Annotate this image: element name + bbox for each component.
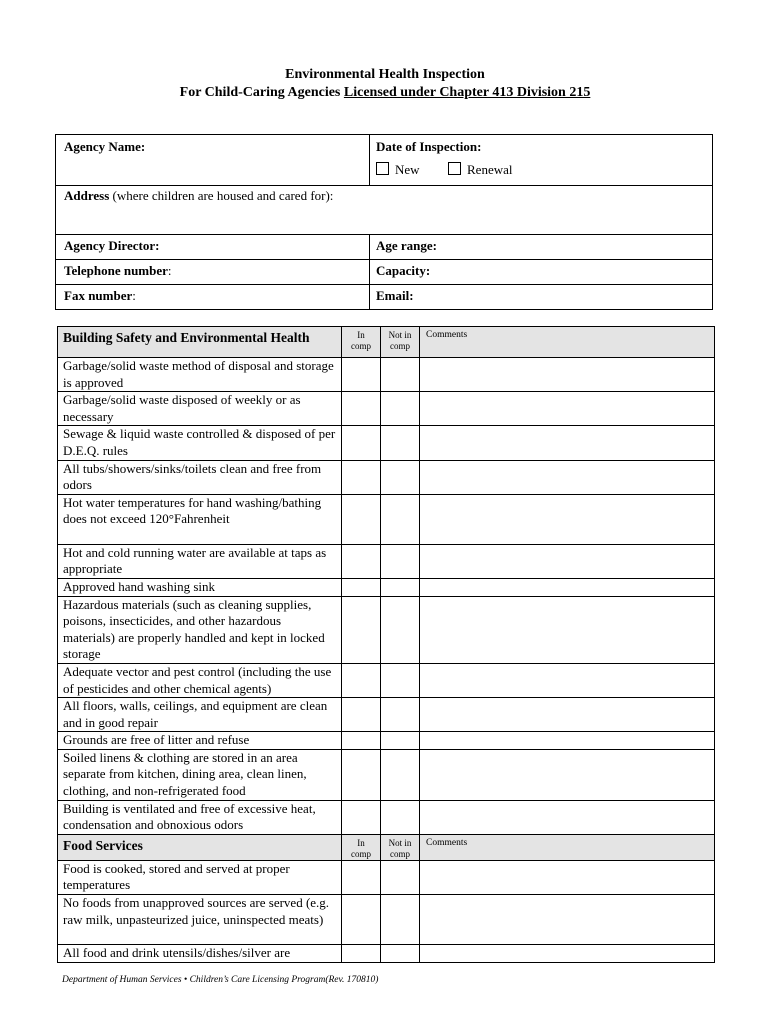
checklist-row: [58, 945, 715, 963]
not-in-comp-cell[interactable]: [381, 749, 420, 800]
in-comp-cell[interactable]: [342, 494, 381, 544]
not-in-comp-cell[interactable]: [381, 596, 420, 663]
age-range-label: Age range:: [376, 238, 438, 253]
in-comp-cell[interactable]: [342, 698, 381, 732]
comments-cell[interactable]: [420, 392, 715, 426]
form-subtitle: [0, 84, 770, 101]
checklist-item: Garbage/solid waste method of disposal and storage is approved: [58, 358, 342, 392]
comments-cell[interactable]: [420, 494, 715, 544]
in-comp-cell[interactable]: [342, 544, 381, 578]
checklist-row: [58, 732, 715, 750]
checklist-row: [58, 895, 715, 945]
not-in-comp-cell[interactable]: [381, 426, 420, 460]
checklist-row: [58, 800, 715, 834]
checklist-item: Approved hand washing sink: [58, 578, 342, 596]
in-comp-cell[interactable]: [342, 358, 381, 392]
in-comp-cell[interactable]: [342, 426, 381, 460]
checklist-row: [58, 426, 715, 460]
checklist-row: [58, 544, 715, 578]
checklist-item: All tubs/showers/sinks/toilets clean and free from odors: [58, 460, 342, 494]
not-in-comp-cell[interactable]: [381, 392, 420, 426]
comments-cell[interactable]: [420, 596, 715, 663]
checklist-row: [58, 460, 715, 494]
not-in-comp-cell[interactable]: [381, 578, 420, 596]
new-checkbox[interactable]: [376, 162, 389, 175]
not-in-comp-cell[interactable]: [381, 860, 420, 894]
renewal-label: Renewal: [467, 162, 513, 177]
checklist-item: No foods from unapproved sources are served (e.g. raw milk, unpasteurized juice, uninspected meats): [58, 895, 342, 945]
subtitle-prefix: For Child-Caring Agencies: [179, 85, 344, 100]
not-in-comp-header: Not in comp: [381, 327, 420, 358]
comments-cell[interactable]: [420, 544, 715, 578]
not-in-comp-cell[interactable]: [381, 494, 420, 544]
comments-cell[interactable]: [420, 698, 715, 732]
checklist-item: Adequate vector and pest control (including the use of pesticides and other chemical agents): [58, 663, 342, 697]
checklist-row: [58, 358, 715, 392]
checklist-row: [58, 860, 715, 894]
agency-director-label: Agency Director:: [64, 238, 160, 253]
address-label: [64, 188, 333, 204]
in-comp-cell[interactable]: [342, 895, 381, 945]
checklist-row: [58, 663, 715, 697]
telephone-label-rest: :: [167, 263, 172, 278]
checklist-item: Sewage & liquid waste controlled & disposed of per D.E.Q. rules: [58, 426, 342, 460]
checklist-item: Food is cooked, stored and served at proper temperatures: [58, 860, 342, 894]
checklist-item: Hazardous materials (such as cleaning supplies, poisons, insecticides, and other hazardous materials) are properly handled and kept in locked storage: [58, 596, 342, 663]
checklist-item: Hot and cold running water are available at taps as appropriate: [58, 544, 342, 578]
checklist-row: [58, 578, 715, 596]
not-in-comp-cell[interactable]: [381, 800, 420, 834]
section-header-building-safety: [58, 327, 715, 358]
renewal-option[interactable]: [448, 162, 512, 178]
not-in-comp-cell[interactable]: [381, 460, 420, 494]
checklist-row: [58, 596, 715, 663]
not-in-comp-cell[interactable]: [381, 358, 420, 392]
comments-header: Comments: [420, 834, 715, 860]
telephone-label: [64, 263, 172, 279]
checklist-item: Grounds are free of litter and refuse: [58, 732, 342, 750]
in-comp-header: In comp: [342, 327, 381, 358]
new-label: New: [395, 162, 420, 177]
checklist-table: [57, 326, 715, 963]
comments-cell[interactable]: [420, 895, 715, 945]
section-title: Food Services: [58, 834, 342, 860]
checklist-row: [58, 494, 715, 544]
renewal-checkbox[interactable]: [448, 162, 461, 175]
comments-cell[interactable]: [420, 749, 715, 800]
in-comp-header: In comp: [342, 834, 381, 860]
checklist-item: Hot water temperatures for hand washing/bathing does not exceed 120°Fahrenheit: [58, 494, 342, 544]
in-comp-cell[interactable]: [342, 732, 381, 750]
comments-cell[interactable]: [420, 945, 715, 963]
in-comp-cell[interactable]: [342, 945, 381, 963]
not-in-comp-cell[interactable]: [381, 663, 420, 697]
in-comp-cell[interactable]: [342, 460, 381, 494]
fax-label: [64, 288, 136, 304]
in-comp-cell[interactable]: [342, 749, 381, 800]
email-label: Email:: [376, 288, 414, 303]
checklist-item: Soiled linens & clothing are stored in an area separate from kitchen, dining area, clean linen, clothing, and non-refrigerated food: [58, 749, 342, 800]
comments-cell[interactable]: [420, 860, 715, 894]
checklist-item: Building is ventilated and free of excessive heat, condensation and obnoxious odors: [58, 800, 342, 834]
new-option[interactable]: [376, 162, 420, 178]
telephone-label-bold: Telephone number: [64, 263, 168, 278]
form-title: Environmental Health Inspection: [285, 67, 485, 82]
checklist-row: [58, 392, 715, 426]
checklist-item: Garbage/solid waste disposed of weekly or as necessary: [58, 392, 342, 426]
in-comp-cell[interactable]: [342, 800, 381, 834]
address-label-rest: (where children are housed and cared for):: [109, 188, 334, 203]
comments-cell[interactable]: [420, 800, 715, 834]
in-comp-cell[interactable]: [342, 596, 381, 663]
comments-cell[interactable]: [420, 358, 715, 392]
not-in-comp-cell[interactable]: [381, 732, 420, 750]
in-comp-cell[interactable]: [342, 860, 381, 894]
comments-cell[interactable]: [420, 578, 715, 596]
not-in-comp-header: Not in comp: [381, 834, 420, 860]
comments-cell[interactable]: [420, 426, 715, 460]
comments-cell[interactable]: [420, 732, 715, 750]
not-in-comp-cell[interactable]: [381, 945, 420, 963]
agency-name-label: Agency Name:: [64, 139, 146, 154]
capacity-label: Capacity:: [376, 263, 431, 278]
fax-label-bold: Fax number: [64, 288, 133, 303]
checklist-row: [58, 749, 715, 800]
subtitle-underlined: Licensed under Chapter 413 Division 215: [343, 85, 591, 100]
date-of-inspection-label: Date of Inspection:: [376, 139, 482, 154]
address-label-bold: Address: [64, 188, 110, 203]
not-in-comp-cell[interactable]: [381, 698, 420, 732]
fax-label-rest: :: [132, 288, 136, 303]
checklist-item: All food and drink utensils/dishes/silver are: [58, 945, 342, 963]
checklist-row: [58, 698, 715, 732]
page-footer: Department of Human Services • Children’s Care Licensing Program(Rev. 170810): [62, 975, 379, 985]
in-comp-cell[interactable]: [342, 392, 381, 426]
comments-header: Comments: [420, 327, 715, 358]
not-in-comp-cell[interactable]: [381, 895, 420, 945]
agency-info-table: [55, 134, 713, 310]
section-header-food-services: [58, 834, 715, 860]
compliance-checklist: [57, 326, 714, 963]
comments-cell[interactable]: [420, 460, 715, 494]
in-comp-cell[interactable]: [342, 578, 381, 596]
section-title: Building Safety and Environmental Health: [58, 327, 342, 358]
comments-cell[interactable]: [420, 663, 715, 697]
in-comp-cell[interactable]: [342, 663, 381, 697]
not-in-comp-cell[interactable]: [381, 544, 420, 578]
checklist-item: All floors, walls, ceilings, and equipment are clean and in good repair: [58, 698, 342, 732]
